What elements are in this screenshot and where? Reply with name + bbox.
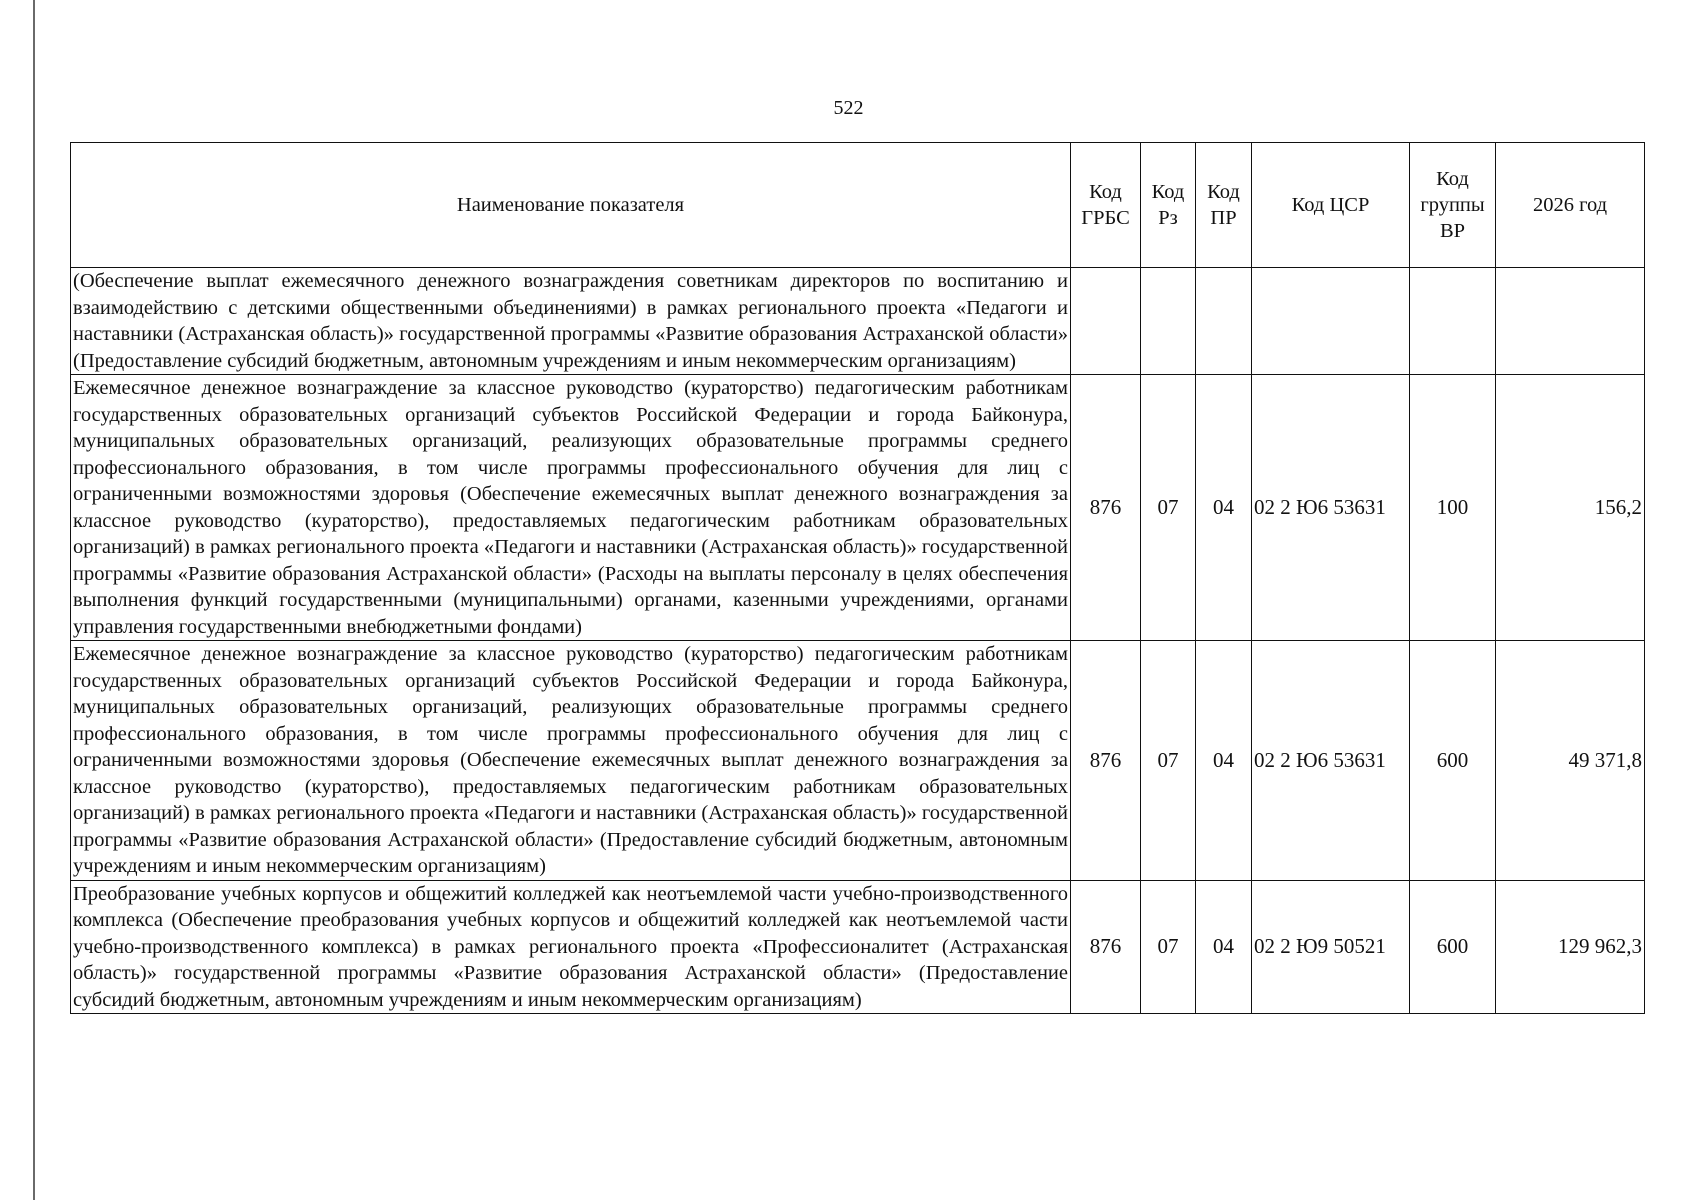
row-vr: 100 [1410, 375, 1496, 641]
row-name: Ежемесячное денежное вознаграждение за классное руководство (кураторство) педагогическим работникам государственных образовательных организаций субъектов Российской Федерации и города Байконура, муниципальных образовательных организаций, реализующих образовательные программы среднего профессионального образования, в том числе программы профессионального обучения для лиц с ограниченными возможностями здоровья (Обеспечение ежемесячных выплат денежного вознаграждения за классное руководство (кураторство), предоставляемых педагогическим работникам образовательных организаций) в рамках регионального проекта «Педагоги и наставники (Астраханская область)» государственной программы «Развитие образования Астраханской области» (Предоставление субсидий бюджетным, автономным учреждениям и иным некоммерческим организациям) [71, 641, 1071, 881]
row-amount: 156,2 [1496, 375, 1645, 641]
row-vr: 600 [1410, 880, 1496, 1014]
table-row [71, 375, 1645, 641]
scan-margin-line [33, 0, 35, 1200]
row-rz: 07 [1141, 641, 1196, 881]
header-name: Наименование показателя [71, 143, 1071, 268]
row-csr: 02 2 Ю9 50521 [1252, 880, 1410, 1014]
row-rz: 07 [1141, 375, 1196, 641]
header-pr: Код ПР [1196, 143, 1252, 268]
row-amount [1496, 268, 1645, 375]
row-pr: 04 [1196, 880, 1252, 1014]
table-row [71, 268, 1645, 375]
table-row [71, 880, 1645, 1014]
row-grbs: 876 [1071, 641, 1141, 881]
row-pr [1196, 268, 1252, 375]
row-name: Ежемесячное денежное вознаграждение за классное руководство (кураторство) педагогическим работникам государственных образовательных организаций субъектов Российской Федерации и города Байконура, муниципальных образовательных организаций, реализующих образовательные программы среднего профессионального образования, в том числе программы профессионального обучения для лиц с ограниченными возможностями здоровья (Обеспечение ежемесячных выплат денежного вознаграждения за классное руководство (кураторство), предоставляемых педагогическим работникам образовательных организаций) в рамках регионального проекта «Педагоги и наставники (Астраханская область)» государственной программы «Развитие образования Астраханской области» (Расходы на выплаты персоналу в целях обеспечения выполнения функций государственными (муниципальными) органами, казенными учреждениями, органами управления государственными внебюджетными фондами) [71, 375, 1071, 641]
row-grbs: 876 [1071, 375, 1141, 641]
row-grbs [1071, 268, 1141, 375]
row-csr: 02 2 Ю6 53631 [1252, 375, 1410, 641]
row-amount: 49 371,8 [1496, 641, 1645, 881]
row-vr [1410, 268, 1496, 375]
row-csr [1252, 268, 1410, 375]
header-csr: Код ЦСР [1252, 143, 1410, 268]
row-amount: 129 962,3 [1496, 880, 1645, 1014]
row-vr: 600 [1410, 641, 1496, 881]
row-rz [1141, 268, 1196, 375]
header-year: 2026 год [1496, 143, 1645, 268]
row-name: (Обеспечение выплат ежемесячного денежного вознаграждения советникам директоров по воспитанию и взаимодействию с детскими общественными объединениями) в рамках регионального проекта «Педагоги и наставники (Астраханская область)» государственной программы «Развитие образования Астраханской области» (Предоставление субсидий бюджетным, автономным учреждениям и иным некоммерческим организациям) [71, 268, 1071, 375]
table-row [71, 641, 1645, 881]
row-rz: 07 [1141, 880, 1196, 1014]
row-pr: 04 [1196, 375, 1252, 641]
header-rz: Код Рз [1141, 143, 1196, 268]
page-number: 522 [833, 97, 864, 119]
row-csr: 02 2 Ю6 53631 [1252, 641, 1410, 881]
budget-table [70, 142, 1645, 1014]
row-grbs: 876 [1071, 880, 1141, 1014]
row-pr: 04 [1196, 641, 1252, 881]
header-row [71, 143, 1645, 268]
row-name: Преобразование учебных корпусов и общежитий колледжей как неотъемлемой части учебно-производственного комплекса (Обеспечение преобразования учебных корпусов и общежитий колледжей как неотъемлемой части учебно-производственного комплекса) в рамках регионального проекта «Профессионалитет (Астраханская область)» государственной программы «Развитие образования Астраханской области» (Предоставление субсидий бюджетным, автономным учреждениям и иным некоммерческим организациям) [71, 880, 1071, 1014]
header-grbs: Код ГРБС [1071, 143, 1141, 268]
header-vr: Код группы ВР [1410, 143, 1496, 268]
